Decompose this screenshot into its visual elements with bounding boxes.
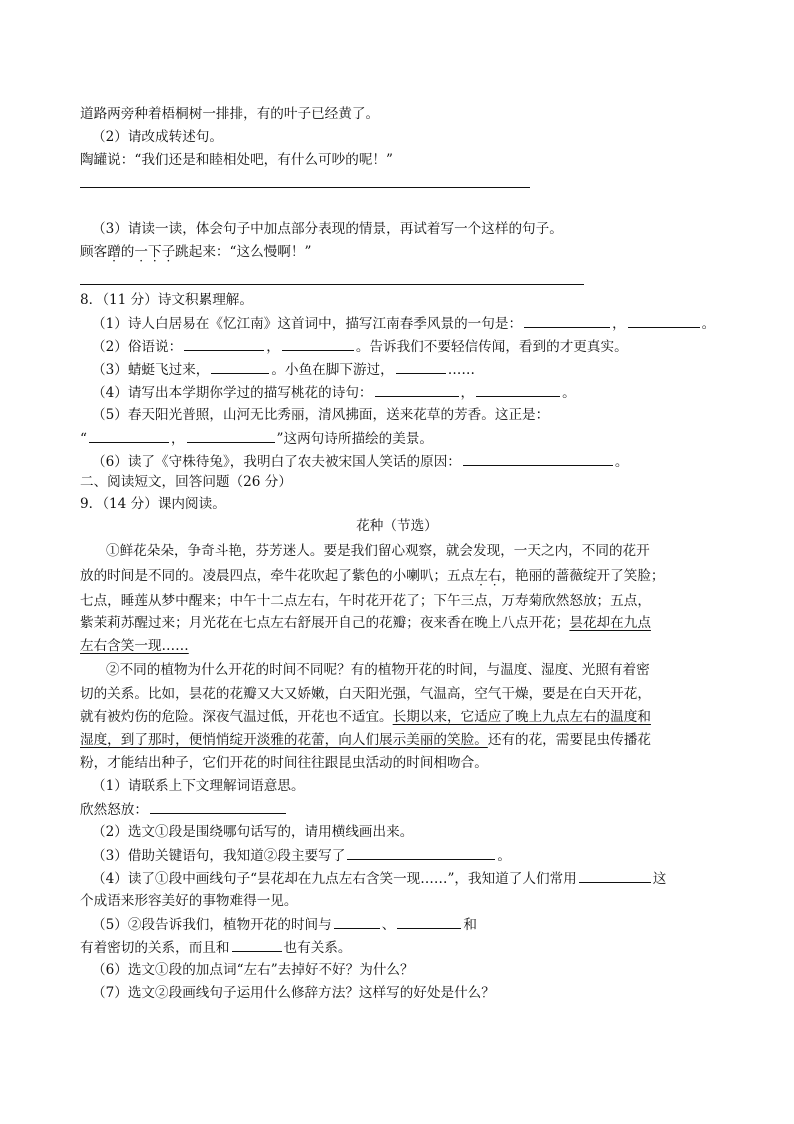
- question-8-title: 8．（11 分）诗文积累理解。: [80, 292, 253, 308]
- text: （3）借助关键语句，我知道②段主要写了: [92, 848, 346, 864]
- passage-line: [80, 707, 651, 727]
- text: 就有被灼伤的危险。深夜气温过低，开花也不适宜。: [80, 709, 393, 725]
- fill-blank[interactable]: [579, 868, 651, 883]
- underlined-sentence: 昙花却在九点: [569, 615, 651, 631]
- answer-line[interactable]: [80, 187, 530, 188]
- fill-blank[interactable]: [334, 914, 380, 929]
- text: （6）读了《守株待兔》，我明白了农夫被宋国人笑话的原因：: [92, 454, 461, 470]
- text: 这: [652, 871, 667, 887]
- text: 。: [701, 316, 716, 332]
- text: 顾客: [80, 244, 108, 260]
- section-2-heading: 二、阅读短文，回答问题（26 分）: [80, 474, 292, 490]
- fill-blank[interactable]: [282, 336, 354, 351]
- underlined-sentence: 左右含笑一现……: [80, 638, 189, 654]
- text: 也有关系。: [283, 940, 352, 956]
- question-9-3: [92, 845, 511, 866]
- passage-line: ①鲜花朵朵，争奇斗艳，芬芳迷人。要是我们留心观察，就会发现，一天之内，不同的花开: [106, 543, 650, 559]
- text: 还有的花，需要昆虫传播花: [487, 732, 651, 748]
- question-8-5-blanks: [80, 428, 433, 449]
- fill-blank[interactable]: [375, 382, 459, 397]
- fill-blank[interactable]: [347, 845, 495, 860]
- question-9-7: （7）选文②段画线句子运用什么修辞方法？这样写的好处是什么？: [92, 985, 495, 1001]
- text: 和: [463, 917, 477, 933]
- passage-line: ②不同的植物为什么开花的时间不同呢？有的植物开花的时间，与温度、湿度、光照有着密: [106, 662, 650, 678]
- fill-blank[interactable]: [89, 428, 169, 443]
- passage-line: [80, 566, 665, 586]
- question-9-4-cont: 个成语来形容美好的事物难得一见。: [80, 893, 298, 909]
- text: ，: [170, 431, 185, 447]
- text: （1）诗人白居易在《忆江南》这首词中，描写江南春季风景的一句是：: [92, 316, 523, 332]
- passage-title: 花种（节选）: [356, 518, 438, 534]
- question-8-5: （5）春天阳光普照，山河无比秀丽，清风拂面，送来花草的芳香。这正是：: [92, 407, 550, 423]
- text: （4）读了①段中画线句子“昙花却在九点左右含笑一现……”，我知道了人们常用: [92, 871, 577, 887]
- text: ，: [266, 339, 280, 355]
- text: （4）请写出本学期你学过的描写桃花的诗句：: [92, 385, 373, 401]
- text: ，: [460, 385, 475, 401]
- text-line: 道路两旁种着梧桐树一排排，有的叶子已经黄了。: [80, 106, 380, 122]
- example-sentence: [80, 242, 311, 262]
- fill-blank[interactable]: [463, 451, 613, 466]
- text: （3）蜻蜓飞过来，: [92, 362, 210, 378]
- question-7-2: （2）请改成转述句。: [92, 129, 223, 145]
- text: 的: [120, 244, 135, 260]
- text: 欣然怒放：: [80, 802, 148, 818]
- passage-line: 粉，才能结出种子，它们开花的时间往往跟昆虫活动的时间相吻合。: [80, 755, 488, 771]
- question-9-2: （2）选文①段是围绕哪句话写的，请用横线画出来。: [92, 824, 414, 840]
- fill-blank[interactable]: [150, 799, 286, 814]
- text: 跳起来：“这么慢啊！”: [175, 244, 312, 260]
- text: （2）俗语说：: [92, 339, 183, 355]
- passage-line: [80, 613, 651, 633]
- fill-blank[interactable]: [476, 382, 560, 397]
- question-8-2: [92, 336, 628, 357]
- question-9-1: （1）请联系上下文理解词语意思。: [92, 778, 305, 794]
- text: “: [80, 431, 87, 447]
- underlined-sentence: 湿度，到了那时，便悄悄绽开淡雅的花蕾，向人们展示美丽的笑脸。: [80, 732, 488, 748]
- underlined-sentence: 长期以来，它适应了晚上九点左右的温度和: [392, 709, 651, 725]
- text: 。: [497, 848, 511, 864]
- question-9-5: [92, 914, 477, 935]
- text: ，艳丽的蔷薇绽开了笑脸；: [501, 568, 665, 584]
- passage-line: [80, 730, 651, 750]
- passage-line: 切的关系。比如，昙花的花瓣又大又娇嫩，白天阳光强，气温高，空气干燥，要是在白天开花，: [80, 686, 651, 702]
- text: 、: [381, 917, 396, 933]
- text: 。: [614, 454, 629, 470]
- fill-blank[interactable]: [187, 428, 275, 443]
- dotted-char: 一: [134, 244, 148, 260]
- question-8-3: [92, 359, 475, 380]
- text: 有着密切的关系，而且和: [80, 940, 230, 956]
- fill-blank[interactable]: [232, 937, 282, 952]
- answer-line[interactable]: [80, 284, 584, 285]
- fill-blank[interactable]: [397, 914, 461, 929]
- passage-line: [80, 636, 189, 656]
- text: 紫茉莉苏醒过来；月光花在七点左右舒展开自己的花瓣；夜来香在晚上八点开花；: [80, 615, 570, 631]
- fill-blank[interactable]: [211, 359, 269, 374]
- question-8-1: [92, 313, 715, 334]
- fill-blank[interactable]: [524, 313, 610, 328]
- dotted-char: 右: [487, 568, 502, 584]
- question-9-5-cont: [80, 937, 352, 958]
- question-8-4: [92, 382, 576, 403]
- dotted-char: 左: [474, 568, 488, 584]
- text: 。告诉我们不要轻信传闻，看到的才更真实。: [355, 339, 628, 355]
- fill-blank[interactable]: [184, 336, 264, 351]
- dotted-char: 蹭: [107, 244, 121, 260]
- text-line: 陶罐说：“我们还是和睦相处吧，有什么可吵的呢！”: [80, 152, 393, 168]
- question-9-title: 9．（14 分）课内阅读。: [80, 496, 226, 512]
- text: 放的时间是不同的。凌晨四点，牵牛花吹起了紫色的小喇叭；五点: [80, 568, 475, 584]
- text: ，: [612, 316, 626, 332]
- text: 。小鱼在脚下游过，: [271, 362, 394, 378]
- dotted-char: 子: [161, 244, 176, 260]
- question-9-4: [92, 868, 666, 889]
- dotted-char: 下: [147, 244, 162, 260]
- text: （5）②段告诉我们，植物开花的时间与: [92, 917, 332, 933]
- text: ……: [447, 362, 475, 378]
- question-7-3: （3）请读一读，体会句子中加点部分表现的情景，再试着写一个这样的句子。: [92, 221, 563, 237]
- text: 。: [562, 385, 576, 401]
- fill-blank[interactable]: [396, 359, 446, 374]
- fill-blank[interactable]: [628, 313, 700, 328]
- question-9-1-answer: [80, 799, 288, 820]
- question-8-6: [92, 451, 628, 472]
- text: ”这两句诗所描绘的美景。: [276, 431, 434, 447]
- passage-line: 七点，睡莲从梦中醒来；中午十二点左右，午时花开花了；下午三点，万寿菊欣然怒放；五点，: [80, 593, 651, 609]
- question-9-6: （6）选文①段的加点词“左右”去掉好不好？为什么？: [92, 962, 414, 978]
